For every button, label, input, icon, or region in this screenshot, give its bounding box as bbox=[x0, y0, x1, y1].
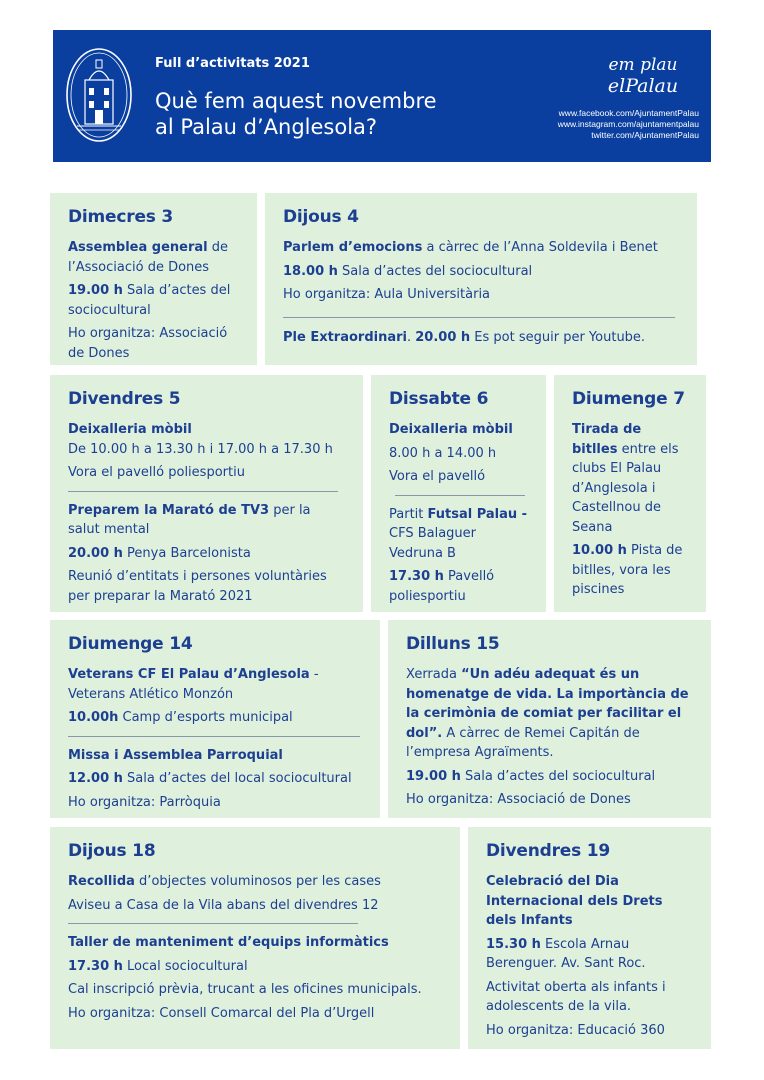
divider bbox=[68, 923, 358, 924]
event-place: Vora el pavelló bbox=[389, 469, 486, 484]
event-title: Assemblea general de l’Associació de Dones bbox=[68, 240, 229, 275]
page-title-line1: Què fem aquest novembre bbox=[155, 89, 437, 113]
event-card-dimecres-3 bbox=[50, 193, 257, 365]
event-time: 15.30 h Escola Arnau Berenguer. Av. Sant Roc. bbox=[486, 936, 646, 971]
brand-logo bbox=[597, 46, 689, 110]
event-card-divendres-5 bbox=[50, 375, 363, 612]
event-card-dijous-4 bbox=[265, 193, 697, 365]
event-note: Aviseu a Casa de la Vila abans del divendres 12 bbox=[68, 897, 379, 913]
event-card-dissabte-6 bbox=[371, 375, 546, 612]
event-description: Activitat oberta als infants i adolescents de la vila. bbox=[486, 979, 666, 1014]
divider bbox=[283, 317, 675, 318]
event-time-2: 12.00 h Sala d’actes del local sociocultural bbox=[68, 771, 352, 786]
card-day: Divendres 5 bbox=[68, 389, 181, 409]
divider bbox=[68, 491, 338, 492]
event-note-2: Cal inscripció prèvia, trucant a les oficines municipals. bbox=[68, 982, 422, 997]
event-card-diumenge-14 bbox=[50, 620, 380, 818]
town-seal-icon bbox=[65, 46, 133, 144]
event-time: 19.00 h Sala d’actes del sociocultural bbox=[68, 283, 231, 318]
event-title-2: Missa i Assemblea Parroquial bbox=[68, 747, 283, 763]
event-title: Deixalleria mòbil bbox=[389, 422, 513, 437]
card-day: Diumenge 14 bbox=[68, 634, 193, 654]
event-time: 18.00 h Sala d’actes del sociocultural bbox=[283, 263, 533, 279]
page-title-line2: al Palau d’Anglesola? bbox=[155, 115, 378, 139]
facebook-link[interactable]: www.facebook.com/AjuntamentPalau bbox=[558, 108, 699, 118]
event-time: De 10.00 h a 13.30 h i 17.00 h a 17.30 h bbox=[68, 441, 333, 457]
event-card-dilluns-15 bbox=[388, 620, 711, 818]
event-organizer: Ho organitza: Associació de Dones bbox=[68, 326, 228, 361]
card-day: Divendres 19 bbox=[486, 841, 611, 861]
event-card-dijous-18 bbox=[50, 827, 460, 1049]
instagram-link[interactable]: www.instagram.com/ajuntamentpalau bbox=[557, 119, 699, 129]
social-links bbox=[558, 108, 699, 141]
event-time: 8.00 h a 14.00 h bbox=[389, 445, 497, 461]
event-time: 19.00 h Sala d’actes del sociocultural bbox=[406, 768, 656, 784]
event-description: Reunió d’entitats i persones voluntàries per preparar la Marató 2021 bbox=[68, 569, 327, 604]
card-day: Dilluns 15 bbox=[406, 634, 500, 654]
card-day: Dijous 18 bbox=[68, 841, 156, 861]
event-organizer: Ho organitza: Aula Universitària bbox=[283, 287, 491, 302]
card-day: Dijous 4 bbox=[283, 207, 359, 227]
event-time-2: 17.30 h Local sociocultural bbox=[68, 958, 248, 974]
event-title: Deixalleria mòbil bbox=[68, 422, 192, 437]
event-title: Veterans CF El Palau d’Anglesola - Veterans Atlético Monzón bbox=[68, 667, 319, 702]
event-title: Recollida d’objectes voluminosos per les cases bbox=[68, 874, 381, 889]
event-card-divendres-19 bbox=[468, 827, 711, 1049]
event-title: Xerrada “Un adéu adequat és un homenatge de vida. La importància de la cerimònia de comiat per facilitar el dol”. A càrrec de Remei Capitán de l’empresa Agraïments. bbox=[406, 667, 689, 760]
divider bbox=[395, 495, 525, 496]
event-title-2: Ple Extraordinari. 20.00 h Es pot seguir per Youtube. bbox=[283, 329, 646, 345]
header-banner bbox=[53, 30, 711, 162]
brand-line1: em plau bbox=[608, 55, 678, 75]
event-time: 10.00h Camp d’esports municipal bbox=[68, 710, 293, 725]
event-organizer: Ho organitza: Educació 360 bbox=[486, 1022, 665, 1038]
event-place: Vora el pavelló poliesportiu bbox=[68, 465, 245, 480]
event-title: Tirada de bitlles entre els clubs El Palau d’Anglesola i Castellnou de Seana bbox=[572, 422, 679, 535]
event-time-2: 17.30 h Pavelló poliesportiu bbox=[389, 569, 495, 604]
event-time: 10.00 h Pista de bitlles, vora les piscines bbox=[572, 543, 683, 597]
event-title: Celebració del Dia Internacional dels Drets dels Infants bbox=[486, 874, 663, 928]
event-organizer: Ho organitza: Associació de Dones bbox=[406, 792, 631, 807]
card-day: Dissabte 6 bbox=[389, 389, 489, 409]
twitter-link[interactable]: twitter.com/AjuntamentPalau bbox=[591, 130, 699, 140]
header-kicker: Full d’activitats 2021 bbox=[155, 56, 310, 71]
card-day: Dimecres 3 bbox=[68, 207, 174, 227]
event-time-2: 20.00 h Penya Barcelonista bbox=[68, 545, 251, 561]
event-title: Parlem d’emocions a càrrec de l’Anna Soldevila i Benet bbox=[283, 240, 658, 255]
brand-line2: elPalau bbox=[607, 75, 679, 97]
card-day: Diumenge 7 bbox=[572, 389, 685, 409]
event-card-diumenge-7 bbox=[554, 375, 706, 612]
event-title-2: Preparem la Marató de TV3 per la salut mental bbox=[68, 502, 311, 537]
divider bbox=[68, 736, 360, 737]
event-title-2: Partit Futsal Palau - CFS Balaguer Vedruna B bbox=[389, 506, 528, 561]
event-title-2: Taller de manteniment d’equips informàtics bbox=[68, 935, 389, 950]
event-organizer: Ho organitza: Parròquia bbox=[68, 794, 221, 810]
page-title bbox=[155, 88, 495, 140]
event-organizer: Ho organitza: Consell Comarcal del Pla d’Urgell bbox=[68, 1005, 375, 1021]
